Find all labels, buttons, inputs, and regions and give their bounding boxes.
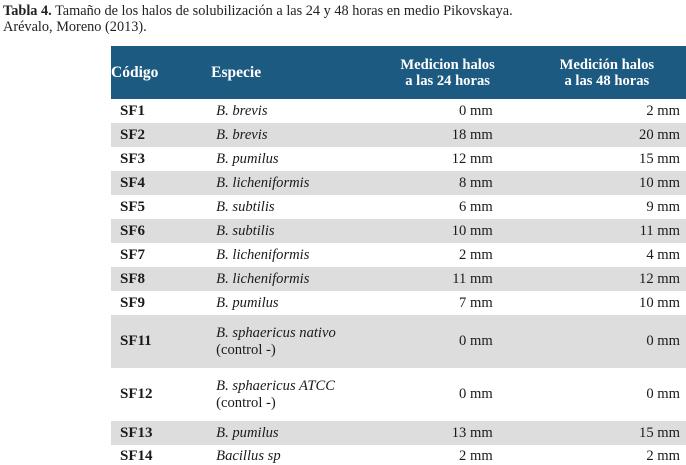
header-24h-line2: a las 24 horas — [405, 72, 490, 89]
cell-species — [211, 243, 367, 267]
table-row — [111, 219, 686, 243]
cell-halo-24h: 2 mm — [367, 445, 527, 465]
cell-species — [211, 421, 367, 445]
cell-halo-24h: 0 mm — [459, 102, 493, 119]
header-24h — [367, 46, 527, 99]
species-name: B. pumilus — [216, 294, 279, 311]
table-row — [111, 368, 686, 421]
table-row — [111, 99, 686, 123]
header-24h-line1: Medicion halos — [400, 56, 495, 73]
cell-halo-24h: 8 mm — [459, 174, 493, 191]
halos-table — [111, 46, 686, 465]
cell-code: SF5 — [120, 198, 146, 215]
cell-halo-48h: 11 mm — [639, 222, 680, 239]
cell-halo-24h: 6 mm — [459, 198, 493, 215]
cell-species — [211, 291, 367, 315]
cell-halo-48h: 10 mm — [639, 294, 680, 311]
cell-halo-48h: 2 mm — [646, 102, 680, 119]
species-name: Bacillus sp — [216, 448, 281, 464]
cell-halo-48h: 9 mm — [646, 198, 680, 215]
table-row — [111, 123, 686, 147]
cell-species — [211, 123, 367, 147]
species-note: (control -) — [216, 341, 276, 358]
cell-halo-24h: 18 mm — [451, 126, 493, 143]
species-name: B. subtilis — [216, 198, 275, 215]
header-species: Especie — [211, 63, 262, 81]
table-caption — [3, 3, 683, 35]
table-row — [111, 291, 686, 315]
cell-code: SF8 — [120, 270, 146, 287]
cell-species — [211, 99, 367, 123]
cell-code: SF12 — [120, 386, 153, 402]
cell-halo-48h: 15 mm — [639, 424, 680, 441]
header-48h-line2: a las 48 horas — [564, 72, 650, 89]
cell-code: SF2 — [120, 126, 146, 143]
cell-species — [211, 195, 367, 219]
cell-halo-24h: 10 mm — [451, 222, 493, 239]
cell-species — [211, 368, 367, 421]
header-48h — [528, 46, 686, 99]
cell-halo-48h: 0 mm — [646, 333, 680, 349]
cell-code: SF4 — [120, 174, 146, 191]
species-name: B. sphaericus nativo — [216, 324, 336, 341]
caption-label: Tabla 4. — [3, 3, 52, 19]
cell-species — [211, 147, 367, 171]
cell-species — [211, 171, 367, 195]
caption-text: Tamaño de los halos de solubilización a las 24 y 48 horas en medio Pikovskaya. — [51, 3, 513, 19]
cell-code: SF6 — [120, 222, 146, 239]
species-name: B. subtilis — [216, 222, 275, 239]
table-row — [111, 243, 686, 267]
table-header-row — [111, 46, 686, 99]
cell-halo-48h: 20 mm — [639, 126, 680, 143]
cell-halo-24h: 2 mm — [459, 246, 493, 263]
table-row — [111, 171, 686, 195]
cell-species — [211, 315, 367, 368]
species-name: B. pumilus — [216, 150, 279, 167]
cell-halo-48h: 2 mm — [528, 445, 686, 465]
header-48h-line1: Medición halos — [559, 56, 655, 73]
table-row — [111, 315, 686, 368]
cell-halo-48h: 4 mm — [646, 246, 680, 263]
species-name: B. licheniformis — [216, 174, 310, 191]
cell-code: SF9 — [120, 294, 146, 311]
cell-code: SF11 — [120, 333, 152, 349]
species-name: B. licheniformis — [216, 270, 310, 287]
species-note: (control -) — [216, 394, 276, 411]
cell-code: SF13 — [120, 424, 153, 441]
cell-halo-24h: 11 mm — [452, 270, 493, 287]
cell-code: SF7 — [120, 246, 146, 263]
table-row — [111, 147, 686, 171]
table-row — [111, 445, 686, 465]
species-name: B. brevis — [216, 102, 268, 119]
table-body — [111, 99, 686, 465]
table-row — [111, 195, 686, 219]
table-row — [111, 421, 686, 445]
cell-species — [211, 219, 367, 243]
table-row — [111, 267, 686, 291]
species-name: B. sphaericus ATCC — [216, 377, 335, 394]
species-name: B. pumilus — [216, 424, 279, 441]
cell-code: SF3 — [120, 150, 146, 167]
species-name: B. brevis — [216, 126, 268, 143]
cell-halo-48h: 15 mm — [639, 150, 680, 167]
cell-code: SF14 — [111, 445, 211, 465]
cell-halo-24h: 13 mm — [451, 424, 493, 441]
cell-species — [211, 445, 367, 465]
cell-halo-24h: 0 mm — [459, 386, 493, 402]
cell-code: SF1 — [120, 102, 146, 119]
cell-halo-24h: 0 mm — [459, 333, 493, 349]
caption-source: Arévalo, Moreno (2013). — [3, 19, 147, 35]
species-name: B. licheniformis — [216, 246, 310, 263]
cell-halo-24h: 12 mm — [451, 150, 493, 167]
cell-halo-48h: 0 mm — [646, 386, 680, 402]
cell-halo-48h: 10 mm — [639, 174, 680, 191]
cell-halo-24h: 7 mm — [459, 294, 493, 311]
header-code: Código — [111, 63, 159, 81]
cell-species — [211, 267, 367, 291]
cell-halo-48h: 12 mm — [639, 270, 680, 287]
